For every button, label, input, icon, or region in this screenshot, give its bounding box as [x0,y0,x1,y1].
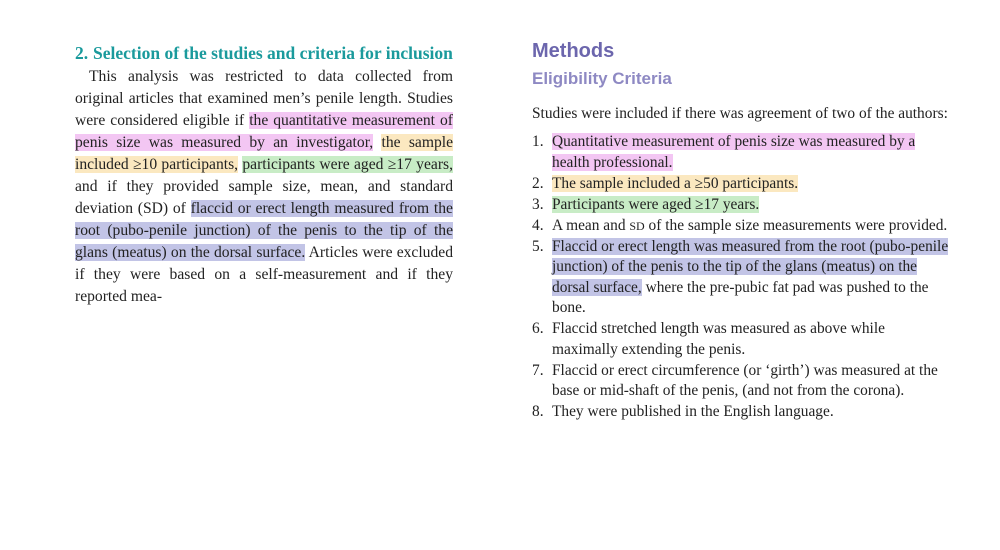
criteria-item [532,402,952,423]
criteria-number: 4. [532,216,544,234]
criteria-item [532,237,952,319]
section-heading [75,42,453,64]
criteria-number: 5. [532,237,544,255]
left-paragraph [75,66,453,308]
criteria-text [552,237,952,319]
highlight-pink-measurement: Quantitative measurement of penis size was measured by a health professional. [552,133,916,171]
criteria-text [552,195,952,216]
right-document-excerpt [532,38,952,423]
highlight-yellow-sample-size: The sample included a ≥50 participants. [552,174,799,192]
highlight-green-age: Participants were aged ≥17 years. [552,195,760,213]
highlight-green-age: participants were aged ≥17 years, [242,156,453,173]
criteria-number: 3. [532,195,544,213]
criteria-number: 7. [532,361,544,379]
criteria-text-post: where the pre-pubic fat pad was pushed to the bone. [552,278,929,316]
highlight-blue-length-method: Flaccid or erect length was measured from the root (pubo-penile junction) of the penis to the tip of the glans (meatus) on the dorsal surface, [552,237,949,296]
criteria-item [532,319,952,360]
section-heading-number: 2. [75,43,89,63]
criteria-text: Flaccid or erect circumference (or ‘girth’) was measured at the base or mid-shaft of the penis, (and not from the corona). [552,361,938,399]
criteria-list [532,132,952,423]
criteria-item [532,361,952,402]
left-document-excerpt [75,42,453,308]
criteria-text [552,174,952,195]
criteria-text [552,216,952,237]
eligibility-criteria-subheading: Eligibility Criteria [532,69,672,88]
criteria-number: 1. [532,133,544,150]
criteria-item [532,216,952,237]
criteria-text: They were published in the English language. [552,403,834,420]
criteria-text [552,132,952,173]
criteria-intro: Studies were included if there was agreement of two of the authors: [532,105,948,122]
criteria-item [532,195,952,216]
criteria-text-small-caps: SD [629,218,645,233]
criteria-text-pre: A mean and [552,216,630,234]
highlight-blue-length-method: flaccid or erect length measured from the root (pubo-penile junction) of the penis to the tip of the glans (meatus) on the dorsal surface. [75,200,453,261]
criteria-number: 8. [532,403,544,420]
criteria-item [532,174,952,195]
criteria-text-post: of the sample size measurements were provided. [644,216,948,234]
left-paragraph-text-4: and if they provided sample size, mean, and standard deviation (SD) of [75,178,453,217]
highlight-pink-measurement: the quantitative measurement of penis size was measured by an investigator, [75,112,454,151]
left-paragraph-text-5: Articles were excluded if they were based on a self-measurement and if they reported mea- [75,244,453,305]
criteria-text: Flaccid stretched length was measured as above while maximally extending the penis. [552,320,885,358]
methods-heading: Methods [532,40,615,62]
criteria-number: 6. [532,320,544,337]
highlight-yellow-sample-size: the sample included ≥10 participants, [75,134,454,173]
left-paragraph-text-1: This analysis was restricted to data collected from original articles that examined men’s penile length. Studies were considered eligible if [75,68,453,129]
section-heading-text: Selection of the studies and criteria for inclusion [93,43,453,63]
criteria-item [532,132,952,173]
criteria-number: 2. [532,174,544,192]
